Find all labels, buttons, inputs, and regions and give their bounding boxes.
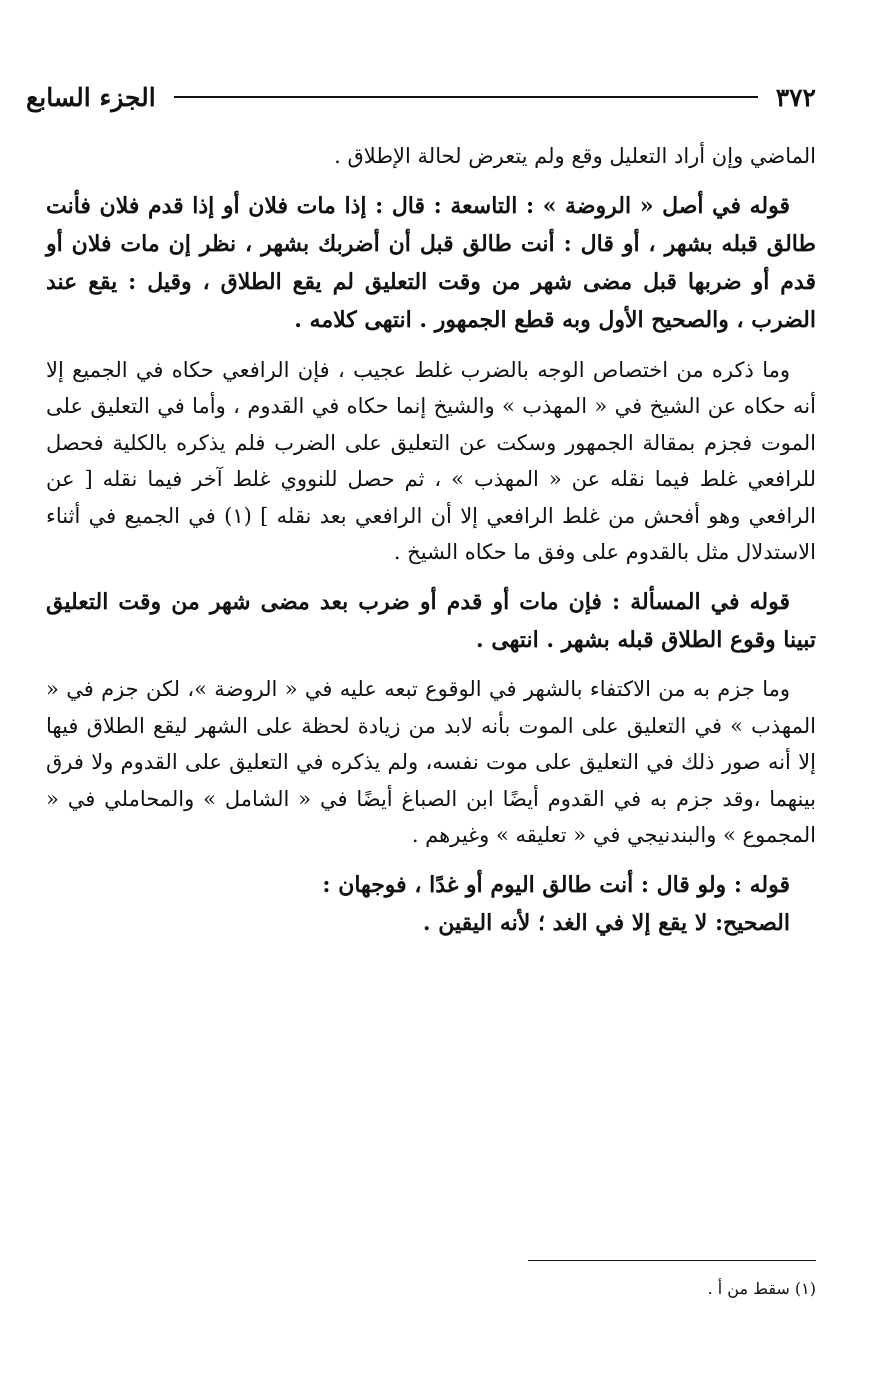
footnote: (١) سقط من أ . [707, 1279, 816, 1298]
paragraph-gap [46, 854, 816, 866]
paragraph-continuation: الماضي وإن أراد التعليل وقع ولم يتعرض لحالة الإطلاق . [334, 144, 816, 168]
header-rule [174, 96, 758, 98]
main-text [46, 138, 816, 942]
paragraph-commentary-2: وما جزم به من الاكتفاء بالشهر في الوقوع تبعه عليه في « الروضة »، لكن جزم في « المهذب » في التعليق على الموت بأنه لابد من زيادة لحظة على الشهر ليقع الطلاق فيها إلا أنه صور ذلك في التعليق على موت نفسه، ولم يذكره في التعليق على القدوم ولا فرق بينهما ،وقد جزم به في القدوم أيضًا ابن الصباغ أيضًا في « الشامل » والمحاملي في « المجموع » والبندنيجي في « تعليقه » وغيرهم . [46, 677, 816, 848]
paragraph-quote-today-tomorrow: قوله : ولو قال : أنت طالق اليوم أو غدًا ، فوجهان : [322, 871, 790, 898]
volume-title: الجزء السابع [26, 82, 156, 112]
paragraph-commentary: وما ذكره من اختصاص الوجه بالضرب غلط عجيب ، فإن الرافعي حكاه في الجميع إلا أنه حكاه عن الشيخ في « المهذب » والشيخ إنما حكاه في القدوم ، وأما في التعليق على الموت فجزم بمقالة الجمهور وسكت عن التعليق على الضرب فلم يذكره بالكلية فحصل للرافعي غلط فيما نقله عن « المهذب » ، ثم حصل للنووي غلط آخر فيما نقله [ عن الرافعي وهو أفحش من غلط الرافعي إلا أن الرافعي بعد نقله ] (١) في الجميع في أثناء الاستدلال مثل بالقدوم على وفق ما حكاه الشيخ . [46, 357, 816, 565]
paragraph-quote-rawda: قوله في أصل « الروضة » : التاسعة : قال : إذا مات فلان أو إذا قدم فلان فأنت طالق قبله بشهر ، أو قال : أنت طالق قبل أن أضربك بشهر ، نظر إن مات فلان أو قدم أو ضربها قبل مضى شهر من وقت التعليق لم يقع الطلاق ، وقيل : يقع عند الضرب ، والصحيح الأول وبه قطع الجمهور . انتهى كلامه . [46, 192, 816, 334]
paragraph-gap [46, 175, 816, 187]
paragraph-gap [46, 571, 816, 583]
paragraph-gap [46, 659, 816, 671]
book-page [26, 70, 816, 1370]
paragraph-quote-mas-ala: قوله في المسألة : فإن مات أو قدم أو ضرب بعد مضى شهر من وقت التعليق تبينا وقوع الطلاق قبله بشهر . انتهى . [46, 588, 816, 653]
page-number: ٣٧٢ [775, 82, 816, 112]
paragraph-correct-view: الصحيح: لا يقع إلا في الغد ؛ لأنه اليقين . [422, 910, 790, 937]
running-header [26, 70, 816, 124]
paragraph-gap [46, 340, 816, 352]
footnote-rule [528, 1260, 816, 1261]
